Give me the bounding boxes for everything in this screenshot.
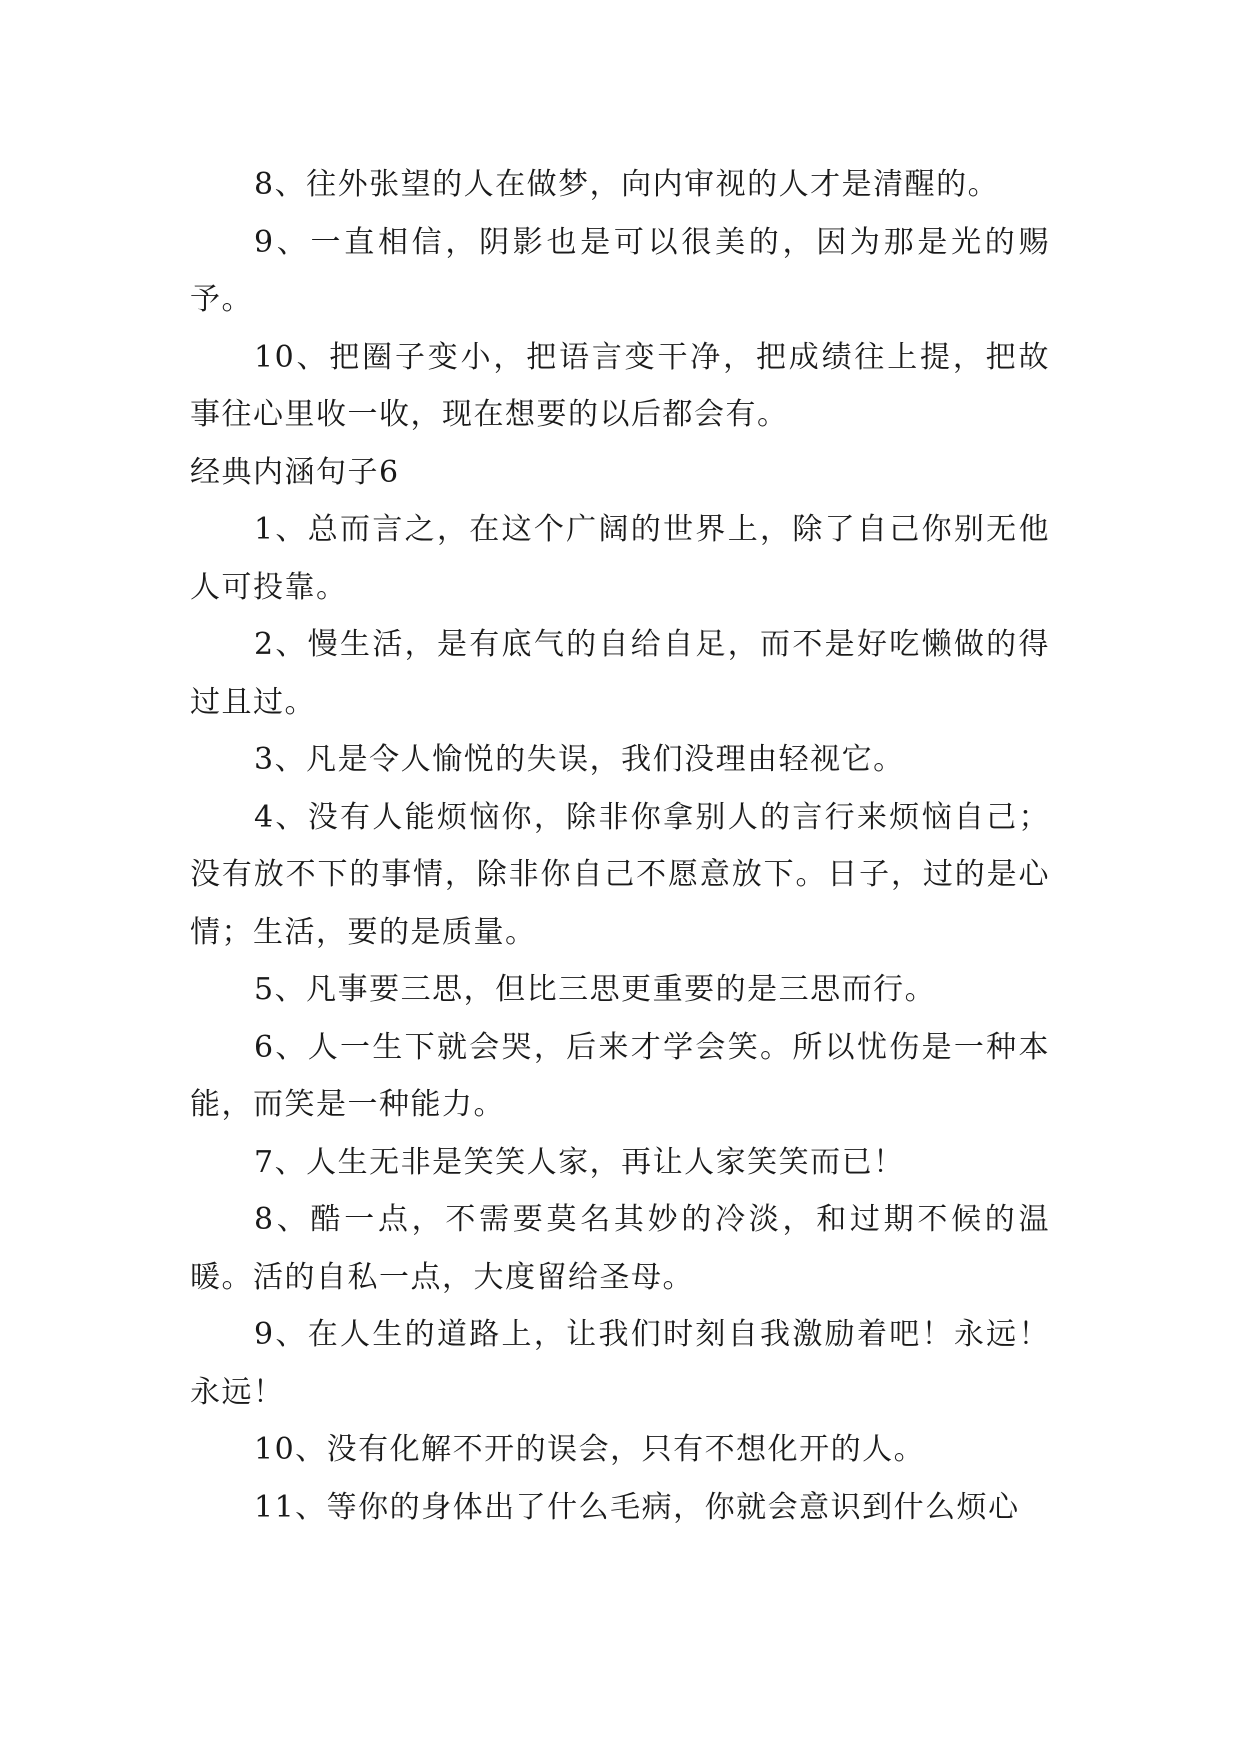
paragraph-item: 5、凡事要三思，但比三思更重要的是三思而行。 xyxy=(254,972,937,1007)
paragraph-item: 1、总而言之，在这个广阔的世界上，除了自己你别无他人可投靠。 xyxy=(190,512,1050,605)
paragraph-item: 2、慢生活，是有底气的自给自足，而不是好吃懒做的得过且过。 xyxy=(190,627,1050,720)
paragraph-item: 9、在人生的道路上，让我们时刻自我激励着吧！永远！永远！ xyxy=(190,1317,1050,1410)
paragraph-item: 4、没有人能烦恼你，除非你拿别人的言行来烦恼自己；没有放不下的事情，除非你自己不愿意放下。日子，过的是心情；生活，要的是质量。 xyxy=(190,799,1050,950)
paragraph-item: 10、把圈子变小，把语言变干净，把成绩往上提，把故事往心里收一收，现在想要的以后都会有。 xyxy=(190,339,1050,432)
paragraph-item: 3、凡是令人愉悦的失误，我们没理由轻视它。 xyxy=(254,742,905,777)
paragraph-item: 8、往外张望的人在做梦，向内审视的人才是清醒的。 xyxy=(254,167,1000,202)
paragraph-item: 10、没有化解不开的误会，只有不想化开的人。 xyxy=(254,1432,926,1467)
paragraph-item: 6、人一生下就会哭，后来才学会笑。所以忧伤是一种本能，而笑是一种能力。 xyxy=(190,1029,1050,1122)
paragraph-item: 8、酷一点，不需要莫名其妙的冷淡，和过期不候的温暖。活的自私一点，大度留给圣母。 xyxy=(190,1202,1050,1295)
paragraph-item: 11、等你的身体出了什么毛病，你就会意识到什么烦心 xyxy=(254,1489,1020,1525)
section-heading: 经典内涵句子6 xyxy=(190,454,400,490)
paragraph-item: 7、人生无非是笑笑人家，再让人家笑笑而已！ xyxy=(254,1144,905,1180)
document-body xyxy=(190,156,1050,1536)
paragraph-item: 9、一直相信，阴影也是可以很美的，因为那是光的赐予。 xyxy=(190,224,1050,317)
